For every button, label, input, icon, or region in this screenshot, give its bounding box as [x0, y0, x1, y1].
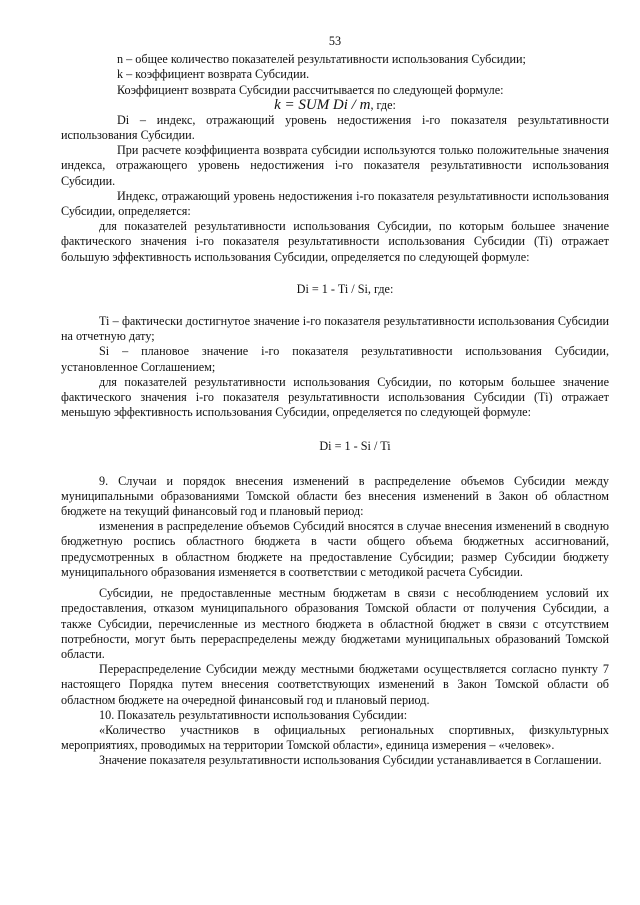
- k-formula-intro: Коэффициент возврата Субсидии рассчитывается по следующей формуле:: [117, 82, 504, 97]
- section-10-value: Значение показателя результативности использования Субсидии устанавливается в Соглашении.: [99, 753, 602, 768]
- n-definition: n – общее количество показателей результативности использования Субсидии;: [117, 52, 526, 67]
- section-10-indicator: «Количество участников в официальных региональных спортивных, физкультурных мероприятиях, проводимых на территории Томской области», единица измерения – «человек».: [61, 722, 609, 753]
- ti-definition: Ti – фактически достигнутое значение i-го показателя результативности использования Субсидии на отчетную дату;: [61, 314, 609, 344]
- di-formula-1: Di = 1 - Ti / Si, где:: [296, 281, 394, 296]
- section-9-procedure: Перераспределение Субсидии между местными бюджетами осуществляется согласно пункту 7 настоящего Порядка путем внесения соответствующих изменений в Закон Томской области об областном бюджете на очередной финансовый год и плановый период.: [61, 662, 609, 707]
- case-greater-is-better: для показателей результативности использования Субсидии, по которым большее значение фактического значения i-го показателя результативности использования Субсидии (Ti) отражает большую эффективность использования Субсидии, определяется по следующей формуле:: [61, 219, 609, 264]
- positive-values-note: При расчете коэффициента возврата субсидии используются только положительные значения индекса, отражающего уровень недостижения i-го показателя результативности использования Субсидии.: [61, 143, 609, 188]
- di-definition: Di – индекс, отражающий уровень недостижения i-го показателя результативности использования Субсидии.: [61, 112, 609, 143]
- section-9: 9. Случаи и порядок внесения изменений в распределение объемов Субсидии между муниципальными образованиями Томской области без внесения изменений в Закон об областном бюджете на текущий финансовый год и плановый период:: [61, 473, 609, 519]
- section-10: 10. Показатель результативности использования Субсидии:: [99, 707, 408, 722]
- k-formula-suffix: , где:: [370, 97, 396, 112]
- k-formula: [61, 98, 609, 113]
- k-definition: k – коэффициент возврата Субсидии.: [117, 67, 310, 82]
- case-greater-is-worse: для показателей результативности использования Субсидии, по которым большее значение фактического значения i-го показателя результативности использования Субсидии (Ti) отражает меньшую эффективность использования Субсидии, определяется по следующей формуле:: [61, 374, 609, 420]
- di-formula-2: Di = 1 - Si / Ti: [319, 439, 391, 454]
- section-9-redistribution: Субсидии, не предоставленные местным бюджетам в связи с несоблюдением условий их предоставления, отказом муниципального образования Томской области от получения Субсидии, а также Субсидии, перечисленные из местного бюджета в областной бюджет в связи с отсутствием потребности, могут быть перераспределены между бюджетами муниципальных образований Томской области.: [61, 586, 609, 661]
- si-definition: Si – плановое значение i-го показателя результативности использования Субсидии, установленное Соглашением;: [61, 344, 609, 374]
- page-content: [61, 34, 609, 769]
- index-definition: Индекс, отражающий уровень недостижения i-го показателя результативности использования Субсидии, определяется:: [61, 188, 609, 219]
- k-formula-expression: k = SUM Di / m: [274, 96, 371, 113]
- page-number: 53: [328, 34, 342, 48]
- section-9-changes: изменения в распределение объемов Субсидий вносятся в случае внесения изменений в сводную бюджетную роспись областного бюджета в части общего объема бюджетных ассигнований, предусмотренных в областном бюджете на предоставление Субсидии; размер Субсидии бюджету муниципального образования изменяется в соответствии с методикой расчета Субсидии.: [61, 519, 609, 579]
